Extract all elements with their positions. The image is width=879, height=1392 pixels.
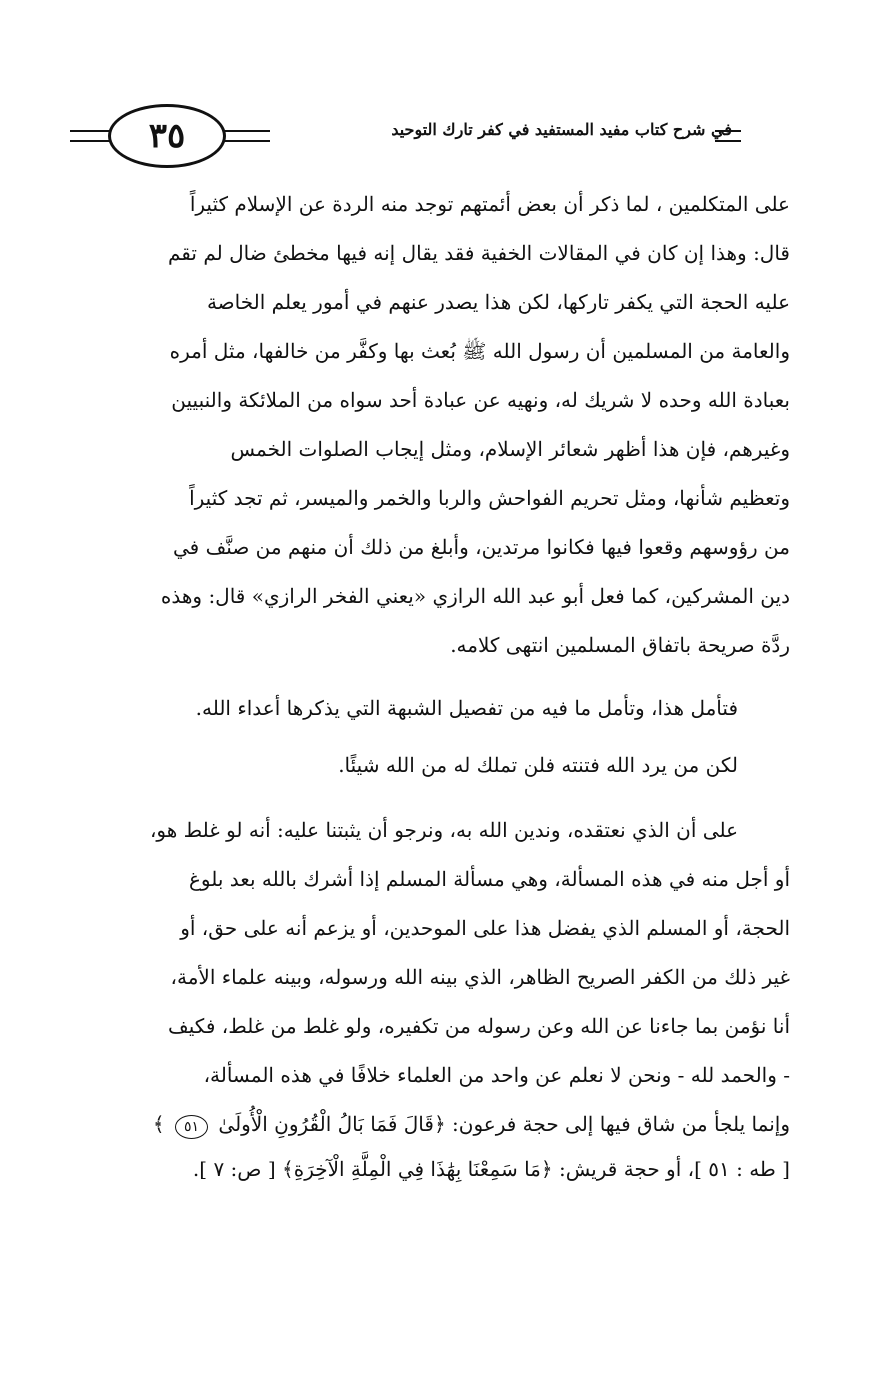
text-line: ردَّة صريحة باتفاق المسلمين انتهى كلامه.	[450, 633, 790, 657]
text-line: قال: وهذا إن كان في المقالات الخفية فقد يقال إنه فيها مخطئ ضال لم تقم	[167, 241, 790, 265]
paragraph-1	[70, 180, 790, 670]
text-line: على أن الذي نعتقده، وندين الله به، ونرجو أن يثبتنا عليه: أنه لو غلط هو،	[149, 818, 738, 842]
text-line: أنا نؤمن بما جاءنا عن الله وعن رسوله من تكفيره، ولو غلط من غلط، فكيف	[168, 1014, 790, 1038]
text-line: وغيرهم، فإن هذا أظهر شعائر الإسلام، ومثل إيجاب الصلوات الخمس	[230, 437, 790, 461]
page-number: ٣٥	[148, 116, 186, 156]
text-line: - والحمد لله - ونحن لا نعلم عن واحد من العلماء خلافًا في هذه المسألة،	[203, 1063, 790, 1087]
body-text	[70, 180, 790, 1189]
page-header	[70, 98, 810, 168]
text-line: عليه الحجة التي يكفر تاركها، لكن هذا يصدر عنهم في أمور يعلم الخاصة	[206, 290, 790, 314]
text-line	[70, 1100, 790, 1149]
paragraph-4	[70, 806, 790, 1189]
text-line: وتعظيم شأنها، ومثل تحريم الفواحش والربا والخمر والميسر، ثم تجد كثيراً	[189, 486, 790, 510]
ayah-number-marker: ٥١	[175, 1115, 208, 1139]
text-line: بعبادة الله وحده لا شريك له، ونهيه عن عبادة أحد سواه من الملائكة والنبيين	[171, 388, 790, 412]
text-line: لكن من يرد الله فتنته فلن تملك له من الله شيئًا.	[338, 753, 738, 777]
running-title: في شرح كتاب مفيد المستفيد في كفر تارك التوحيد	[391, 120, 732, 139]
quran-quote-text: وإنما يلجأ من شاق فيها إلى حجة فرعون: ﴿قَالَ فَمَا بَالُ الْقُرُونِ الْأُولَىٰ	[218, 1112, 790, 1136]
quran-quote-close: ﴾	[152, 1112, 165, 1136]
text-line: من رؤوسهم وقعوا فيها فكانوا مرتدين، وأبلغ من ذلك أن منهم من صنَّف في	[173, 535, 790, 559]
text-line: أو أجل منه في هذه المسألة، وهي مسألة المسلم إذا أشرك بالله بعد بلوغ	[188, 867, 790, 891]
text-line: غير ذلك من الكفر الصريح الظاهر، الذي بينه الله ورسوله، وبينه علماء الأمة،	[170, 965, 790, 989]
text-line: فتأمل هذا، وتأمل ما فيه من تفصيل الشبهة التي يذكرها أعداء الله.	[195, 696, 738, 720]
text-line: [ طه : ٥١ ]، أو حجة قريش: ﴿مَا سَمِعْنَا بِهَٰذَا فِي الْمِلَّةِ الْآخِرَةِ﴾ [ ص: ٧ ].	[192, 1157, 790, 1181]
text-line: على المتكلمين ، لما ذكر أن بعض أئمتهم توجد منه الردة عن الإسلام كثيراً	[189, 192, 790, 216]
paragraph-2	[70, 684, 790, 733]
page-number-badge	[108, 104, 226, 168]
paragraph-3	[70, 741, 790, 790]
text-line: دين المشركين، كما فعل أبو عبد الله الرازي «يعني الفخر الرازي» قال: وهذه	[160, 584, 790, 608]
text-line: الحجة، أو المسلم الذي يفضل هذا على الموحدين، أو يزعم أنه على حق، أو	[180, 916, 790, 940]
text-line: والعامة من المسلمين أن رسول الله ﷺ بُعث بها وكفَّر من خالفها، مثل أمره	[169, 339, 790, 363]
